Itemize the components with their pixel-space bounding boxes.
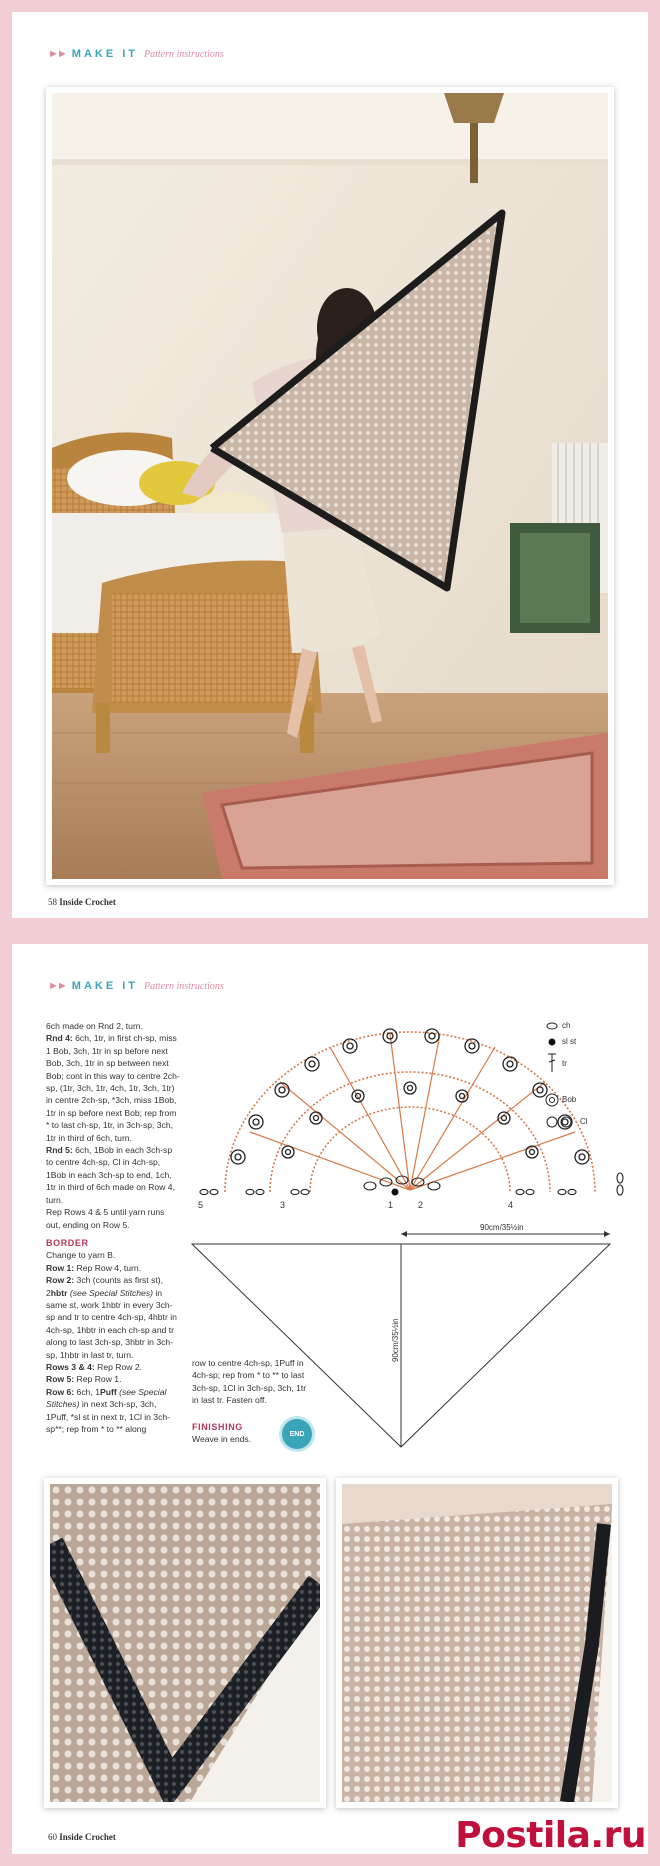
- instruction-rnd4: Rnd 4: 6ch, 1tr, in first ch-sp, miss 1 Bob, 3ch, 1tr in sp before next Bob, 3ch, 1tr in sp between next Bob; cont in this way to centre 2ch-sp, (1tr, 3ch, 1tr, 4ch, 1tr, 3ch, 1tr) in centre 2ch-sp, *3ch, miss 1Bob, 1tr in sp before next Bob; rep from * to last ch-sp, 1tr, in 3ch-sp, 3ch, 1tr in third of 6ch, turn.: [46, 1033, 180, 1143]
- page-footer: [48, 1832, 116, 1842]
- double-arrow-icon: ►►: [48, 980, 66, 992]
- woman-with-shawl-photo: [52, 93, 608, 879]
- instruction-change-yarn: Change to yarn B.: [46, 1250, 116, 1261]
- row-number: 1: [388, 1200, 394, 1210]
- row-number: 3: [280, 1200, 286, 1210]
- section-header: [48, 48, 224, 60]
- legend-tr: tr: [562, 1059, 567, 1068]
- instruction-continued: row to centre 4ch-sp, 1Puff in 4ch-sp; rep from * to ** to last 3ch-sp, 1Cl in 3ch-sp, 3ch, 1tr in last tr. Fasten off.: [192, 1358, 307, 1406]
- instruction-row1: Row 1: Rep Row 4, turn.: [46, 1262, 142, 1273]
- instructions-column-1: [46, 1020, 181, 1435]
- instruction-finishing: Weave in ends.: [192, 1434, 252, 1445]
- legend-bob: Bob: [562, 1095, 577, 1104]
- row-number: 2: [418, 1200, 424, 1210]
- magazine-name: Inside Crochet: [59, 1832, 116, 1842]
- instruction-row5: Row 5: Rep Row 1.: [46, 1374, 122, 1385]
- shawl-schematic: [190, 1222, 620, 1452]
- hero-photo-frame: [46, 87, 614, 885]
- instruction-rep: Rep Rows 4 & 5 until yarn runs out, ending on Row 5.: [46, 1207, 165, 1230]
- chart-legend: [540, 1018, 630, 1148]
- page-footer: [48, 897, 116, 907]
- instruction-rnd5: Rnd 5: 6ch, 1Bob in each 3ch-sp to centre 4ch-sp, Cl in 4ch-sp, 1Bob in each 3ch-sp to end, 1ch, 1tr in third of 6ch made on Row 4, turn.: [46, 1145, 175, 1205]
- border-heading: BORDER: [46, 1237, 89, 1248]
- page-number: 58: [48, 897, 57, 907]
- instruction-rows34: Rows 3 & 4: Rep Row 2.: [46, 1361, 143, 1372]
- make-it-label: MAKE IT: [71, 980, 139, 992]
- shawl-border-detail-photo: [50, 1484, 320, 1802]
- page-58: [12, 12, 648, 918]
- make-it-label: MAKE IT: [71, 48, 139, 60]
- detail-photo-right-frame: [336, 1478, 618, 1808]
- instruction-row6: Row 6: 6ch, 1Puff (see Special Stitches) in next 3ch-sp, 3ch, 1Puff, *sl st in next tr, 1Cl in 3ch-sp**; rep from * to ** along: [46, 1386, 171, 1434]
- double-arrow-icon: ►►: [48, 48, 66, 60]
- width-dimension: 90cm/35½in: [480, 1223, 524, 1232]
- magazine-name: Inside Crochet: [59, 897, 116, 907]
- page-number: 60: [48, 1832, 57, 1842]
- pattern-instructions-label: Pattern instructions: [144, 980, 224, 992]
- end-badge: END: [282, 1419, 312, 1449]
- legend-sl-st: sl st: [562, 1037, 577, 1046]
- legend-cl: Cl: [580, 1117, 588, 1126]
- section-header: [48, 980, 224, 992]
- instruction-text: 6ch made on Rnd 2, turn.: [46, 1021, 143, 1031]
- row-number: 5: [198, 1200, 204, 1210]
- instruction-row2: Row 2: 3ch (counts as first st), 2hbtr (see Special Stitches) in same st, work 1hbtr in every 3ch-sp and tr to centre 4ch-sp, 4hbtr in 4ch-sp, 1hbtr in each ch-sp and tr along to last 3ch-sp, 3hbtr in 3ch-sp, 1hbtr in last tr, turn.: [46, 1275, 177, 1360]
- postila-watermark: Postila.ru: [455, 1815, 646, 1856]
- slip-stitch-mark: [392, 1189, 399, 1196]
- legend-ch: ch: [562, 1021, 571, 1030]
- pattern-instructions-label: Pattern instructions: [144, 48, 224, 60]
- row-number: 4: [508, 1200, 514, 1210]
- finishing-heading: FINISHING: [192, 1421, 243, 1432]
- height-dimension: 90cm/35½in: [391, 1318, 400, 1362]
- shawl-mesh-detail-photo: [342, 1484, 612, 1802]
- detail-photo-left-frame: [44, 1478, 326, 1808]
